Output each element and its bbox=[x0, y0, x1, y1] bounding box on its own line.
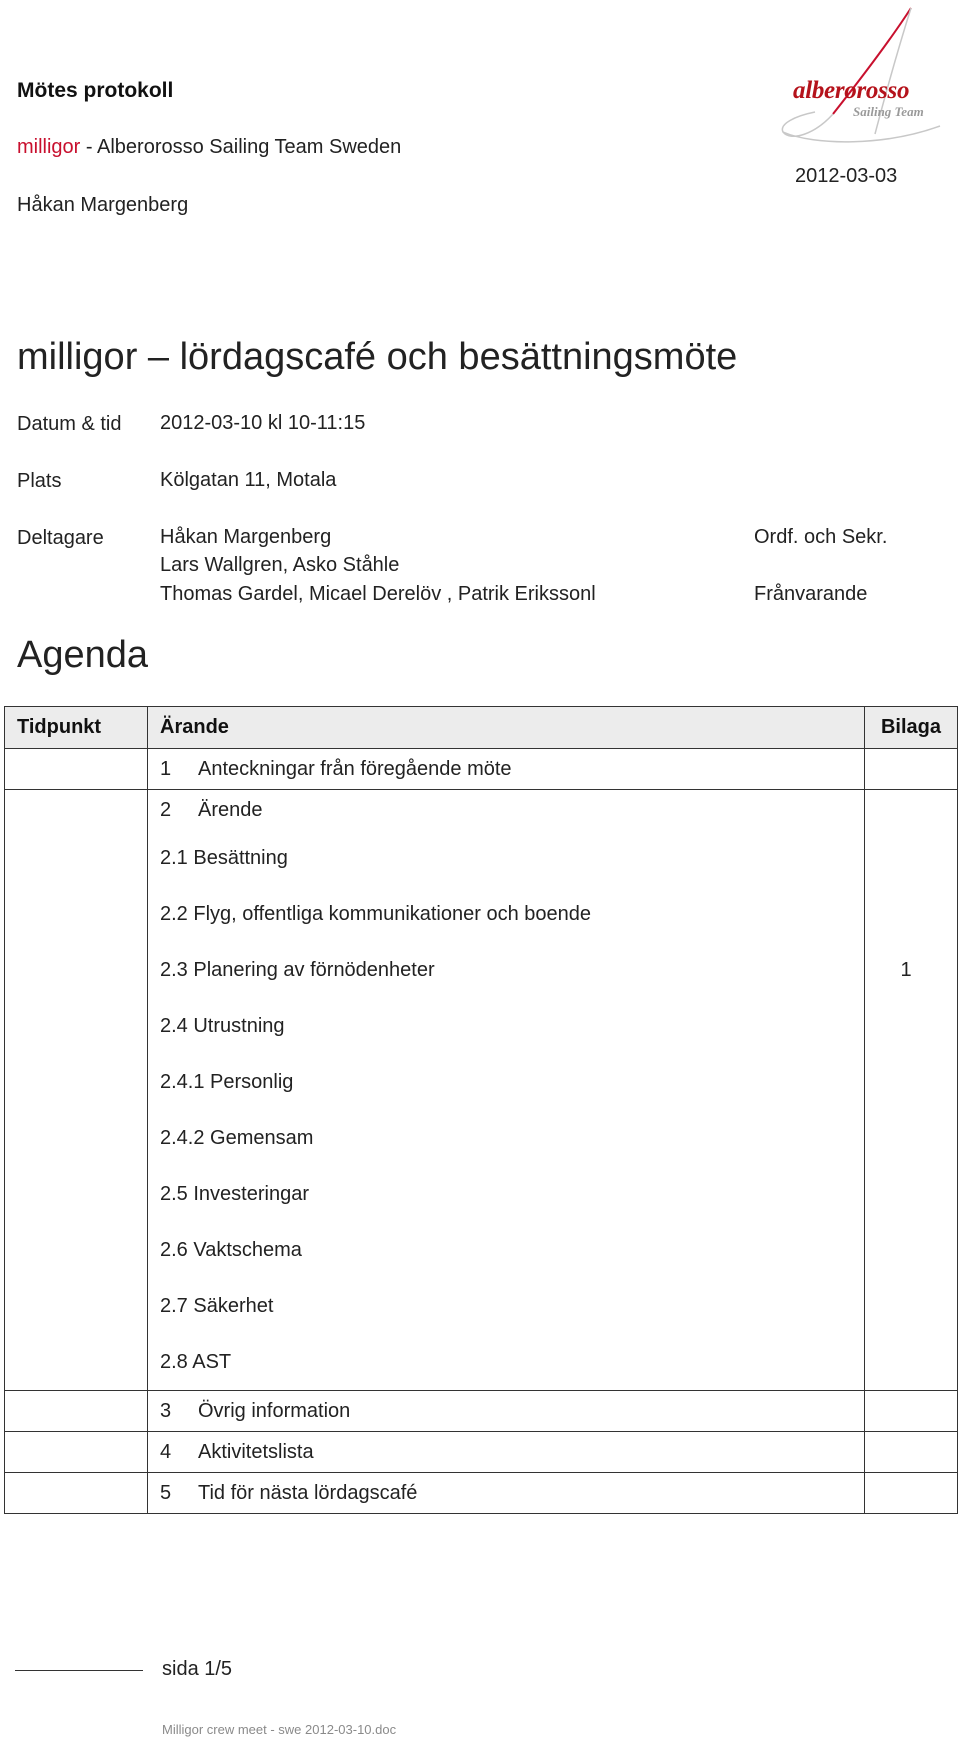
item-text: Tid för nästa lördagscafé bbox=[198, 1481, 418, 1504]
logo-name: alberorosso bbox=[793, 77, 910, 104]
bilaga-cell: 1 bbox=[865, 942, 958, 998]
bilaga-cell bbox=[865, 886, 958, 942]
bilaga-cell bbox=[865, 1054, 958, 1110]
bilaga-cell bbox=[865, 749, 958, 790]
tidpunkt-cell bbox=[5, 1110, 148, 1166]
item-text: 2.1 Besättning bbox=[148, 830, 865, 886]
tidpunkt-cell bbox=[5, 830, 148, 886]
tidpunkt-cell bbox=[5, 1222, 148, 1278]
item-number: 4 bbox=[160, 1440, 172, 1463]
table-row bbox=[5, 1473, 958, 1514]
bilaga-cell bbox=[865, 1432, 958, 1473]
table-row bbox=[5, 1432, 958, 1473]
table-row bbox=[5, 790, 958, 831]
plats-value: Kölgatan 11, Motala bbox=[160, 469, 337, 491]
tidpunkt-cell bbox=[5, 790, 148, 831]
participant-names: Lars Wallgren, Asko Ståhle bbox=[160, 554, 400, 576]
table-row bbox=[5, 1054, 958, 1110]
logo-subtitle: Sailing Team bbox=[853, 104, 924, 119]
bilaga-cell bbox=[865, 998, 958, 1054]
tidpunkt-cell bbox=[5, 1054, 148, 1110]
bilaga-cell bbox=[865, 1222, 958, 1278]
table-row bbox=[5, 749, 958, 790]
arende-cell bbox=[148, 749, 865, 790]
item-text: 2.4.2 Gemensam bbox=[148, 1110, 865, 1166]
table-row bbox=[5, 886, 958, 942]
item-text: 2.7 Säkerhet bbox=[148, 1278, 865, 1334]
table-row bbox=[5, 998, 958, 1054]
item-text: 2.2 Flyg, offentliga kommunikationer och boende bbox=[148, 886, 865, 942]
item-text: Ärende bbox=[198, 798, 263, 821]
table-row bbox=[5, 1222, 958, 1278]
column-header-arende: Ärande bbox=[148, 707, 865, 749]
org-highlight: milligor bbox=[17, 136, 81, 158]
agenda-table bbox=[4, 706, 958, 1514]
tidpunkt-cell bbox=[5, 998, 148, 1054]
arende-cell bbox=[148, 790, 865, 831]
table-row bbox=[5, 1278, 958, 1334]
item-text: 2.6 Vaktschema bbox=[148, 1222, 865, 1278]
tidpunkt-cell bbox=[5, 886, 148, 942]
participant-role: Ordf. och Sekr. bbox=[754, 526, 888, 548]
table-row bbox=[5, 1334, 958, 1391]
datum-label: Datum & tid bbox=[17, 413, 122, 435]
organization-line bbox=[17, 136, 401, 159]
tidpunkt-cell bbox=[5, 1391, 148, 1432]
arende-cell bbox=[148, 1391, 865, 1432]
document-type: Mötes protokoll bbox=[17, 79, 174, 102]
datum-value: 2012-03-10 kl 10-11:15 bbox=[160, 412, 366, 434]
plats-label: Plats bbox=[17, 470, 62, 492]
document-date: 2012-03-03 bbox=[795, 165, 898, 187]
item-text: 2.4.1 Personlig bbox=[148, 1054, 865, 1110]
item-number: 3 bbox=[160, 1399, 172, 1422]
item-number: 2 bbox=[160, 798, 172, 821]
participant-names: Thomas Gardel, Micael Derelöv , Patrik Erikssonl bbox=[160, 583, 596, 605]
column-header-tidpunkt: Tidpunkt bbox=[5, 707, 148, 749]
item-text: 2.3 Planering av förnödenheter bbox=[148, 942, 865, 998]
participant-names: Håkan Margenberg bbox=[160, 526, 332, 548]
table-row bbox=[5, 1166, 958, 1222]
item-text: 2.4 Utrustning bbox=[148, 998, 865, 1054]
item-text: 2.8 AST bbox=[148, 1334, 865, 1391]
item-text: 2.5 Investeringar bbox=[148, 1166, 865, 1222]
agenda-heading: Agenda bbox=[17, 634, 149, 676]
bilaga-cell bbox=[865, 1166, 958, 1222]
table-row bbox=[5, 942, 958, 998]
tidpunkt-cell bbox=[5, 942, 148, 998]
item-text: Aktivitetslista bbox=[198, 1440, 314, 1463]
file-name: Milligor crew meet - swe 2012-03-10.doc bbox=[162, 1722, 397, 1737]
bilaga-cell bbox=[865, 830, 958, 886]
logo bbox=[793, 78, 943, 118]
bilaga-cell bbox=[865, 1473, 958, 1514]
tidpunkt-cell bbox=[5, 1334, 148, 1391]
item-number: 5 bbox=[160, 1481, 172, 1504]
table-row bbox=[5, 1110, 958, 1166]
bilaga-cell bbox=[865, 1391, 958, 1432]
footer-rule bbox=[15, 1670, 143, 1671]
arende-cell bbox=[148, 1473, 865, 1514]
bilaga-cell bbox=[865, 1110, 958, 1166]
bilaga-cell bbox=[865, 790, 958, 831]
author: Håkan Margenberg bbox=[17, 194, 189, 216]
org-name: - Alberorosso Sailing Team Sweden bbox=[80, 136, 402, 158]
page-number: sida 1/5 bbox=[162, 1658, 233, 1680]
column-header-bilaga: Bilaga bbox=[865, 707, 958, 749]
table-row bbox=[5, 1391, 958, 1432]
tidpunkt-cell bbox=[5, 1473, 148, 1514]
bilaga-cell bbox=[865, 1278, 958, 1334]
bilaga-cell bbox=[865, 1334, 958, 1391]
agenda-header-row bbox=[5, 707, 958, 749]
participant-role: Frånvarande bbox=[754, 583, 868, 605]
tidpunkt-cell bbox=[5, 1432, 148, 1473]
tidpunkt-cell bbox=[5, 749, 148, 790]
item-text: Anteckningar från föregående möte bbox=[198, 757, 512, 780]
table-row bbox=[5, 830, 958, 886]
deltagare-label: Deltagare bbox=[17, 527, 104, 549]
tidpunkt-cell bbox=[5, 1166, 148, 1222]
item-number: 1 bbox=[160, 757, 172, 780]
item-text: Övrig information bbox=[198, 1399, 351, 1422]
tidpunkt-cell bbox=[5, 1278, 148, 1334]
arende-cell bbox=[148, 1432, 865, 1473]
meeting-title: milligor – lördagscafé och besättningsmöte bbox=[17, 336, 738, 378]
